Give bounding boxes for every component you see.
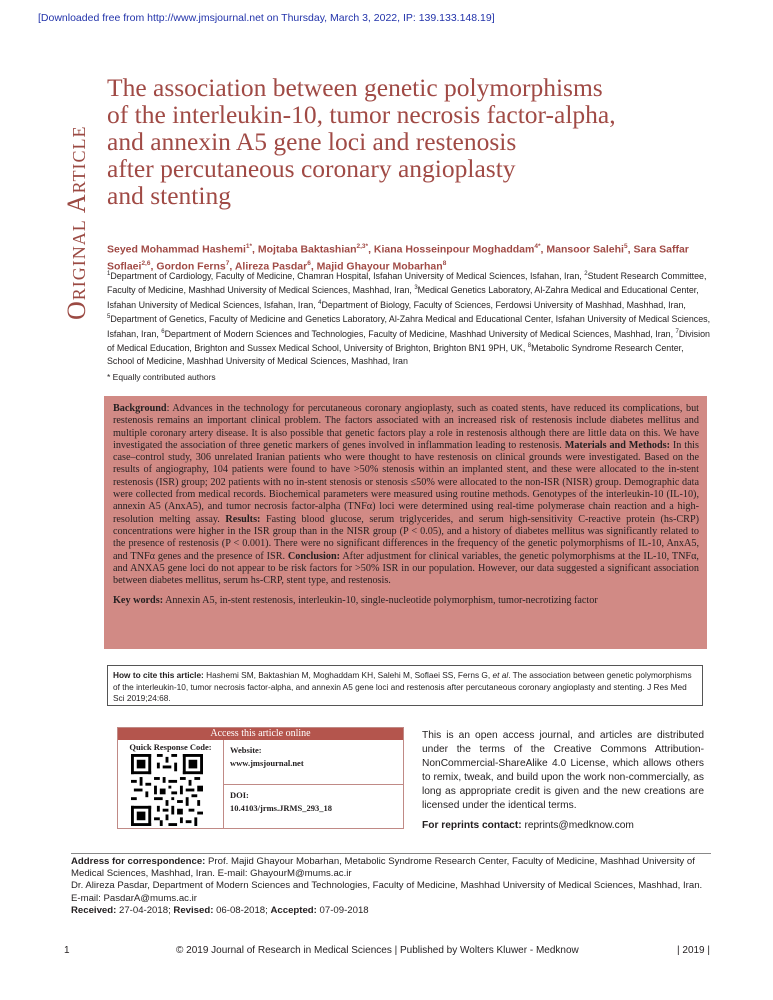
correspondence-secondary: Dr. Alireza Pasdar, Department of Modern Sciences and Technologies, Faculty of Medicine, Mashhad University of Medical Sciences, Mashhad, Iran. E-mail: PasdarA@mums.ac.ir [71,880,703,904]
author-name: Seyed Mohammad Hashemi [107,243,246,256]
abstract-body: After adjustment for clinical variables, the genetic polymorphisms at the IL-10, TNFα, and ANXA5 gene loci do not appear to be risk factors for >50% ISR in our population. However, our data suggested a significant association between diabetes mellitus, serum hs-CRP, stent type, and restenosis. [113,550,699,587]
doi-label: DOI: [230,790,249,800]
author-affiliation-mark: 6 [307,260,311,267]
abstract-heading: Results: [225,513,261,525]
qr-label: Quick Response Code: [129,742,212,752]
reprints-contact [422,820,634,831]
title-line: and annexin A5 gene loci and restenosis [107,127,517,156]
affiliation-text: Department of Modern Sciences and Technologies, Faculty of Medicine, Mashhad University of Medical Sciences, Mashhad, Iran, [164,328,676,339]
reprints-label: For reprints contact: [422,820,522,831]
access-online-box [117,727,404,829]
received-label: Received: [71,904,117,916]
reprints-email[interactable]: reprints@medknow.com [521,820,634,831]
affiliation-mark: 6 [161,328,165,335]
abstract-body: : Advances in the technology for percutaneous coronary angioplasty, such as coated stents, have reduced its complications, but restenosis remains an important clinical problem. The factors associated with an increased risk of restenosis include diabetes mellitus and multiple coronary artery disease. It is also possible that genetic factors play a role in restenosis although there are little data on this. We have investigated the association of three genetic markers of genes involved in inflammation leading to restenosis. [113,403,699,451]
author-name: Mansoor Salehi [546,243,624,256]
author-affiliation-mark: 5 [623,243,628,250]
author-affiliation-mark: 2,3* [356,243,369,250]
website-label: Website: [230,745,262,755]
page-number: 1 [64,945,70,956]
citation-etal: et al [492,670,509,680]
title-line: of the interleukin-10, tumor necrosis factor-alpha, [107,100,616,129]
affiliation-text: Medical Genetics Laboratory, Al-Zahra Medical and Educational Center, Isfahan University of Medical Sciences, Isfahan, Iran, [107,285,699,310]
affiliation-text: Division of Medical Education, Brighton and Sussex Medical School, University of Brighton, Brighton BN1 9PH, UK, [107,328,710,354]
affiliation-text: Department of Cardiology, Faculty of Medicine, Chamran Hospital, Isfahan University of Medical Sciences, Isfahan, Iran, [110,270,585,281]
citation-box [107,665,703,706]
affiliation-text: Department of Genetics, Faculty of Medicine and Genetics Laboratory, Al-Zahra Medical and Educational Center, Isfahan University of Medical Sciences, Isfahan, Iran, [107,314,711,339]
footer-year: | 2019 | [677,945,710,956]
abstract-box [104,396,707,649]
qr-column [118,740,224,828]
accepted-date: 07-09-2018 [316,904,369,916]
affiliation-mark: 4 [318,299,322,306]
submission-dates [71,905,711,917]
abstract-text [113,403,699,587]
affiliations [107,268,712,367]
author-name: Kiana Hosseinpour Moghaddam [373,243,535,256]
title-line: The association between genetic polymorphisms [107,73,603,102]
abstract-heading: Conclusion: [287,550,341,562]
affiliation-mark: 3 [414,285,418,292]
author-affiliation-mark: 1* [245,243,253,250]
affiliation-mark: 5 [107,314,111,321]
qr-code-icon[interactable] [131,754,203,826]
author-name: Gordon Ferns [156,260,226,273]
access-info-column [224,740,403,828]
website-row [224,740,403,785]
citation-text: Hashemi SM, Baktashian M, Moghaddam KH, Salehi M, Soflaei SS, Ferns G, [203,670,493,680]
citation-text-end: . The association between genetic polymorphisms of the interleukin-10, tumor necrosis factor-alpha, and annexin A5 gene loci and restenosis after percutaneous coronary angioplasty and stenting. J Res Med Sci 2019;24:68. [113,670,692,703]
doi-link[interactable]: 10.4103/jrms.JRMS_293_18 [230,803,332,813]
keywords-label: Key words: [113,595,164,607]
correspondence-text: Prof. Majid Ghayour Mobarhan, Metabolic Syndrome Research Center, Faculty of Medicine, Mashhad University of Medical Sciences, Mashhad, Iran. E-mail: GhayourM@mums.ac.ir [71,856,695,880]
title-line: and stenting [107,181,231,210]
keywords [113,595,699,607]
correspondence-label: Address for correspondence: [71,856,206,867]
access-header: Access this article online [118,728,403,740]
article-title [107,74,737,209]
author-name: Majid Ghayour Mobarhan [316,260,443,273]
article-type-label: Original Article [62,125,91,320]
author-name: Sara Saffar Soflaei [107,243,689,273]
doi-row [224,785,403,829]
revised-date: 06-08-2018; [213,904,271,916]
affiliation-text: Department of Biology, Faculty of Sciences, Ferdowsi University of Mashhad, Mashhad, Iran, [321,299,686,310]
equal-contribution-footnote: * Equally contributed authors [107,372,216,382]
author-affiliation-mark: 4* [534,243,541,250]
author-affiliation-mark: 8 [442,260,447,267]
license-statement: This is an open access journal, and articles are distributed under the terms of the Creative Commons Attribution-NonCommercial-ShareAlike 4.0 License, which allows others to remix, tweak, and build upon the work non-commercially, as long as appropriate credit is given and the new creations are licensed under the identical terms. [422,730,704,811]
keywords-list: Annexin A5, in-stent restenosis, interleukin-10, single-nucleotide polymorphism, tumor-necrotizing factor [163,595,598,607]
affiliation-text: Student Research Committee, Faculty of Medicine, Mashhad University of Medical Sciences, Mashhad, Iran, [107,270,707,296]
affiliation-mark: 1 [107,271,111,277]
title-line: after percutaneous coronary angioplasty [107,154,516,183]
revised-label: Revised: [173,904,214,916]
author-affiliation-mark: 7 [225,260,230,267]
author-list: Seyed Mohammad Hashemi$^{1*}$, Mojtaba Baktashian$^{2,3*}$, Kiana Hosseinpour Moghaddam$^{4*}$, Mansoor Salehi$^5$, Sara Saffar Soflaei$^{2,6}$, Gordon Ferns$^7$, Alireza Pasdar$^6$, Majid Ghayour Mobarhan$^8$ [107,243,689,273]
abstract-heading: Background [113,403,167,414]
received-date: 27-04-2018; [116,904,174,916]
abstract-body: Fasting blood glucose, serum triglycerides, and serum high-sensitivity C-reactive protein (hs-CRP) concentrations were higher in the ISR group than in the NISR group (P < 0.05), and a history of diabetes mellitus was significantly related to the presence of restenosis (P < 0.001). There were no significant differences in the frequency of the genetic polymorphisms of IL-10, AnxA5, and TNFα genes and the presence of ISR. [113,513,699,562]
affiliation-mark: 7 [675,328,679,335]
publisher-line: © 2019 Journal of Research in Medical Sciences | Published by Wolters Kluwer - Medknow [176,945,579,956]
website-link[interactable]: www.jmsjournal.net [230,758,304,768]
author-name: Alireza Pasdar [234,260,308,273]
affiliation-mark: 2 [584,271,588,277]
author-affiliation-mark: 2,6 [141,260,151,267]
correspondence-block [71,853,711,917]
download-banner[interactable]: [Downloaded free from http://www.jmsjournal.net on Thursday, March 3, 2022, IP: 139.133.148.19] [38,12,495,24]
abstract-heading: Materials and Methods: [564,439,671,451]
affiliation-mark: 8 [527,343,532,350]
citation-label: How to cite this article: [113,670,204,680]
accepted-label: Accepted: [270,904,317,916]
correspondence-primary [71,856,711,880]
affiliation-text: Metabolic Syndrome Research Center, School of Medicine, Mashhad University of Medical Sciences, Mashhad, Iran [107,343,684,366]
abstract-body: In this case–control study, 306 unrelated Iranian patients who were thought to have restenosis on clinical grounds were investigated. Based on the results of angiography, 104 patients were found to have >50% stenosis within an implanted stent, and these were allocated to the in-stent restenosis (ISR) group; 202 patients with no in-stent stenosis or stenosis ≤50% were allocated to the non-ISR (NISR) group. Demographic data were collected from medical records. Biochemical parameters were measured using routine methods. Genotypes of the interleukin-10 (IL-10), annexin A5 (AnxA5), and tumor necrosis factor-alpha (TNFα) loci were determined using real-time polymerase chain reaction and a high-resolution melting assay. [113,439,699,525]
author-name: Mojtaba Baktashian [257,243,357,256]
